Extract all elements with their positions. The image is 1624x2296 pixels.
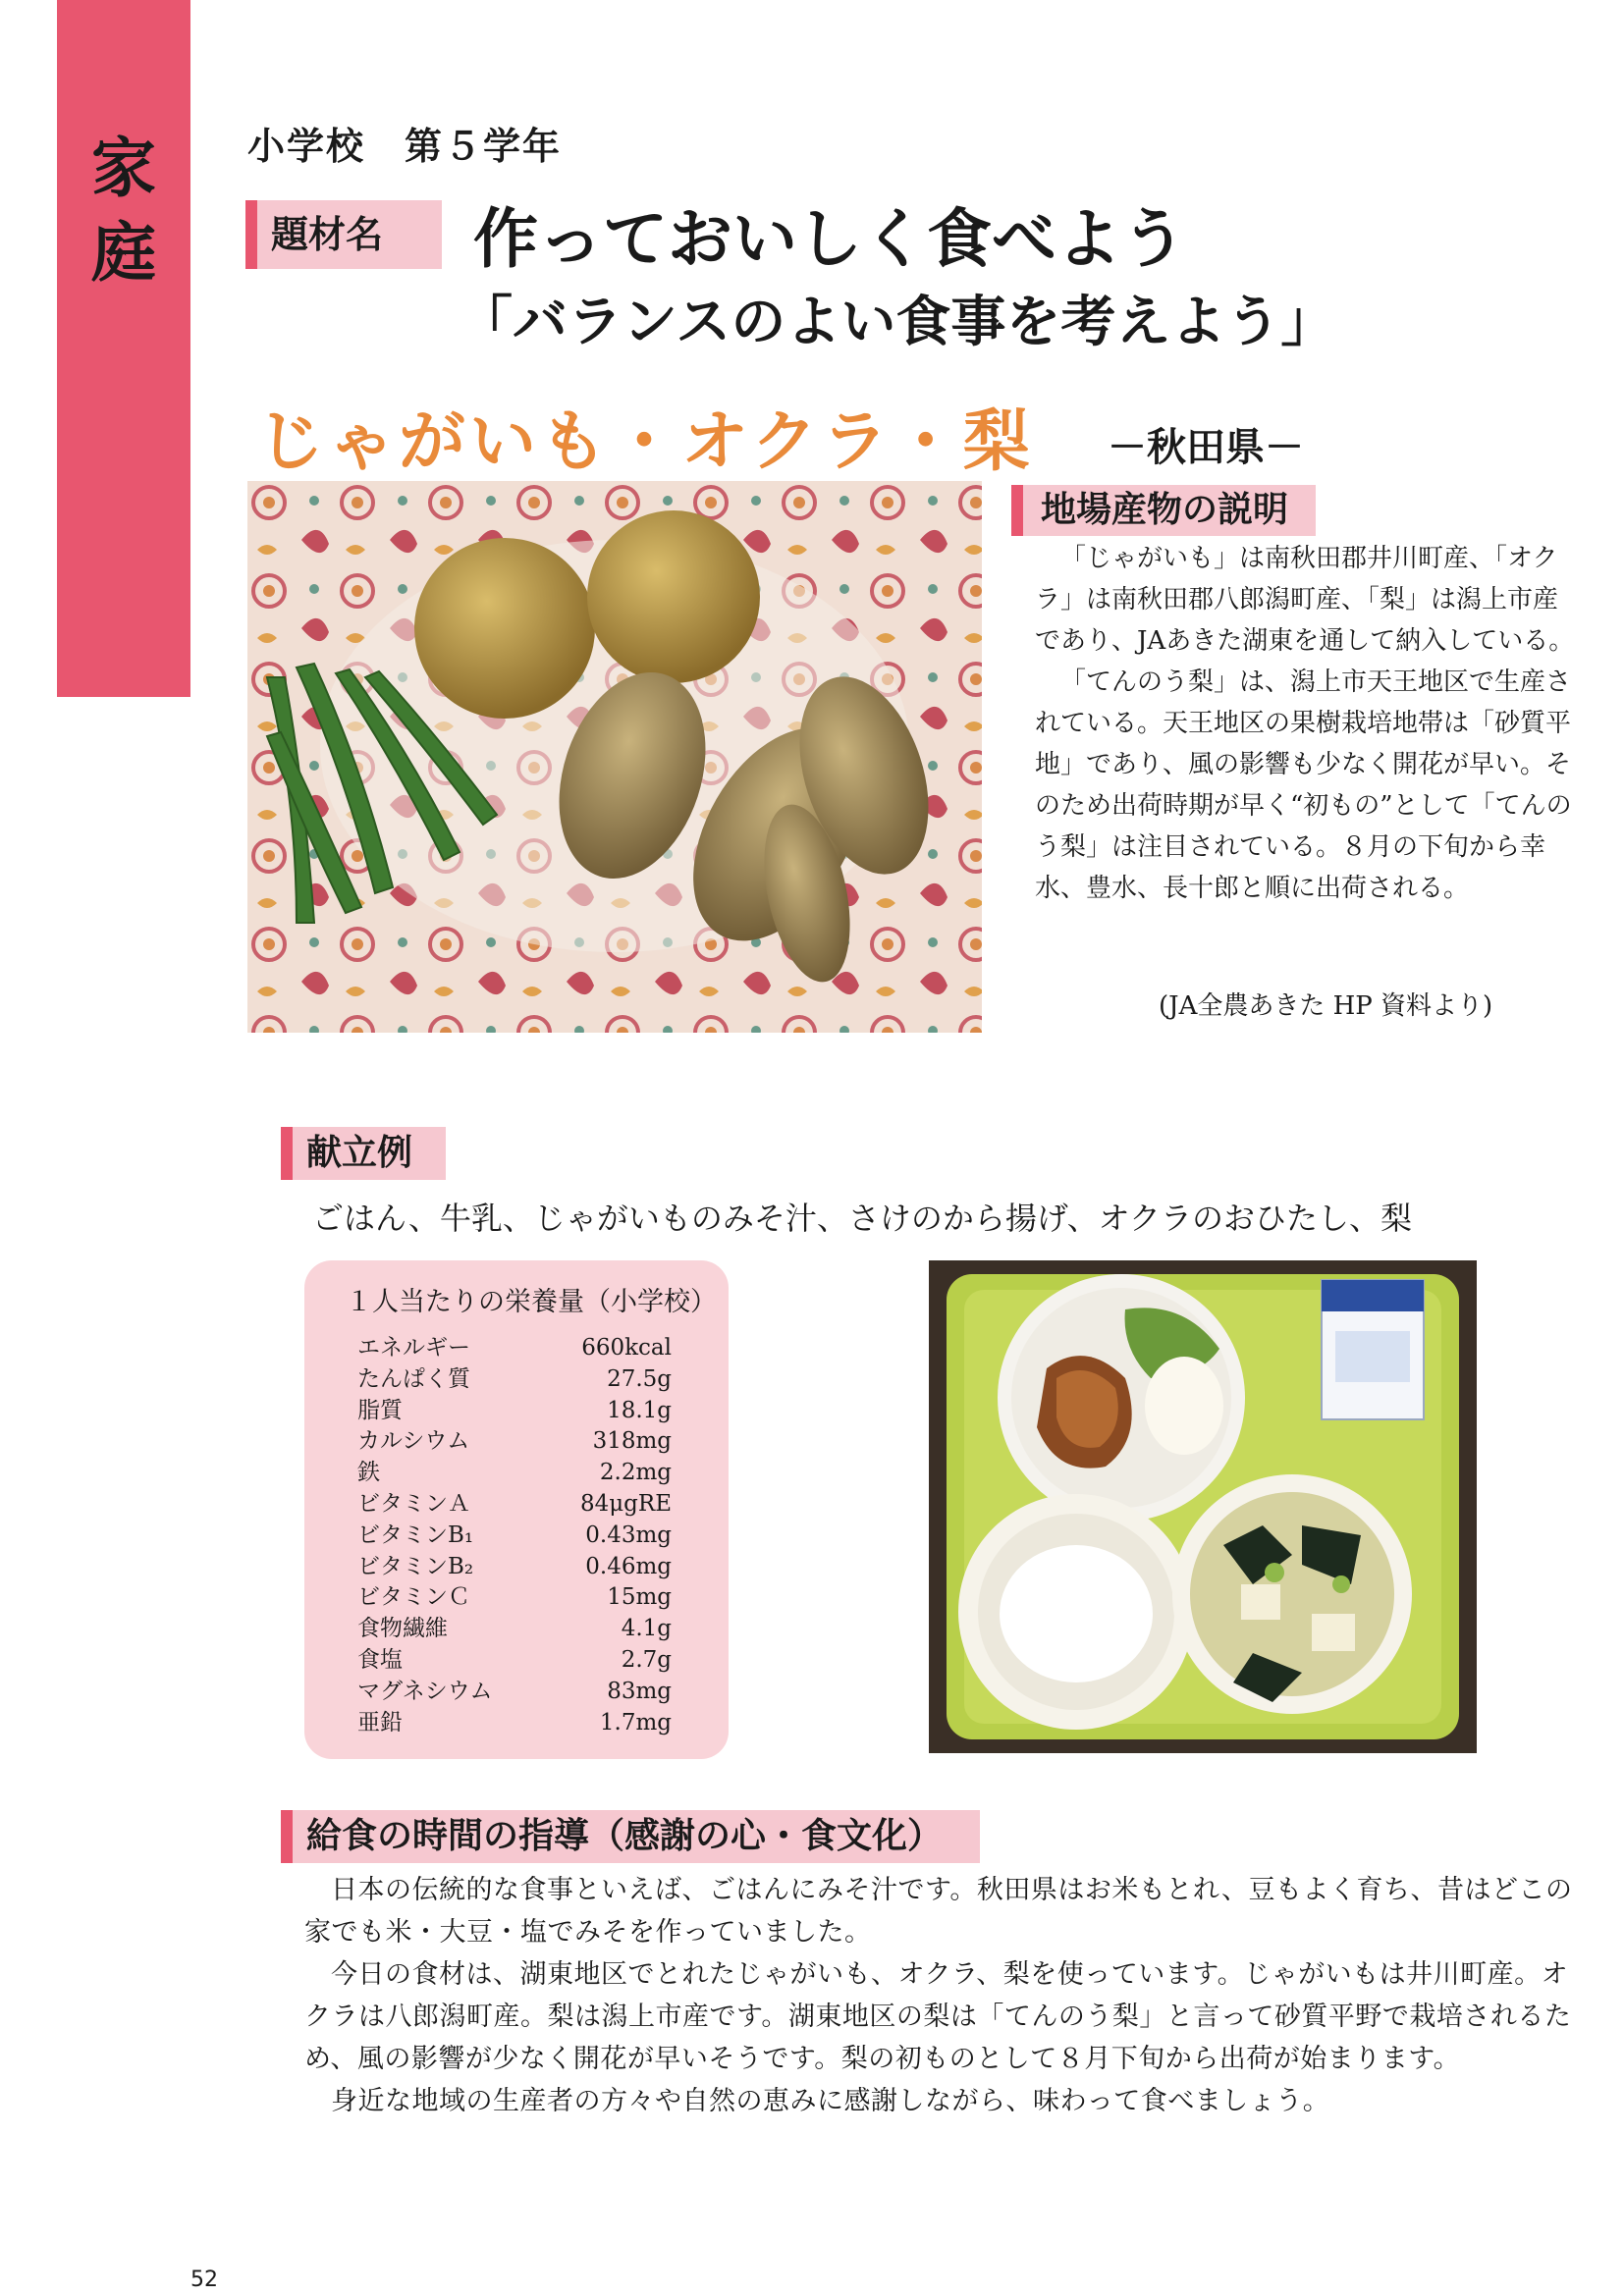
nutrient-value: 27.5g bbox=[607, 1365, 672, 1392]
table-row bbox=[357, 1552, 672, 1583]
table-row bbox=[357, 1582, 672, 1614]
nutrient-name: 鉄 bbox=[357, 1460, 380, 1486]
nutrient-value: 660kcal bbox=[581, 1335, 672, 1361]
nutrition-title: １人当たりの栄養量（小学校） bbox=[346, 1287, 717, 1317]
nutrient-name: 亜鉛 bbox=[357, 1709, 403, 1735]
nutrient-name: ビタミンB₁ bbox=[357, 1522, 474, 1548]
description-source: (JA全農あきた HP 資料より) bbox=[1159, 991, 1493, 1021]
nutrient-name: エネルギー bbox=[357, 1335, 470, 1361]
table-row bbox=[357, 1364, 672, 1396]
nutrient-value: 0.46mg bbox=[585, 1553, 672, 1579]
nutrient-value: 84μgRE bbox=[579, 1490, 672, 1517]
table-row bbox=[357, 1426, 672, 1458]
nutrient-value: 2.7g bbox=[621, 1646, 672, 1673]
nutrient-name: 脂質 bbox=[357, 1397, 403, 1423]
prefecture-name: －秋田県－ bbox=[1108, 424, 1304, 470]
nutrient-value: 2.2mg bbox=[599, 1460, 672, 1486]
table-row bbox=[357, 1677, 672, 1708]
page-number: 52 bbox=[190, 2268, 218, 2292]
guidance-paragraph: 今日の食材は、湖東地区でとれたじゃがいも、オクラ、梨を使っています。じゃがいもは井川町産。オクラは八郎潟町産。梨は潟上市産です。湖東地区の梨は「てんのう梨」と言って砂質平野で栽培されるため、風の影響が少なく開花が早いそうです。梨の初ものとして８月下旬から出荷が始まります。 bbox=[304, 1959, 1572, 2074]
menu-label: 献立例 bbox=[281, 1127, 446, 1180]
nutrient-value: 83mg bbox=[607, 1678, 672, 1704]
guidance-label: 給食の時間の指導（感謝の心・食文化） bbox=[281, 1810, 980, 1863]
nutrient-name: 食塩 bbox=[357, 1646, 403, 1673]
grade-line: 小学校 第５学年 bbox=[247, 125, 563, 168]
nutrient-name: ビタミンB₂ bbox=[357, 1553, 474, 1579]
nutrient-name: ビタミンＡ bbox=[357, 1490, 470, 1517]
table-row bbox=[357, 1333, 672, 1364]
nutrient-value: 0.43mg bbox=[585, 1522, 672, 1548]
nutrient-name: ビタミンＣ bbox=[357, 1584, 470, 1611]
page-title: 作っておいしく食べよう bbox=[473, 200, 1186, 277]
description-paragraph: 「じゃがいも」は南秋田郡井川町産、「オクラ」は南秋田郡八郎潟町産、「梨」は潟上市産であり、JAあきた湖東を通して納入している。 bbox=[1035, 544, 1575, 656]
products-title: じゃがいも・オクラ・梨 bbox=[257, 403, 1034, 481]
table-row bbox=[357, 1614, 672, 1645]
lunch-photo bbox=[929, 1260, 1477, 1753]
nutrient-value: 15mg bbox=[607, 1584, 672, 1611]
nutrient-name: たんぱく質 bbox=[357, 1365, 470, 1392]
table-row bbox=[357, 1521, 672, 1552]
subject-char-2: 庭 bbox=[91, 214, 156, 291]
nutrient-value: 4.1g bbox=[621, 1616, 672, 1642]
guidance-paragraph: 日本の伝統的な食事といえば、ごはんにみそ汁です。秋田県はお米もとれ、豆もよく育ち、昔はどこの家でも米・大豆・塩でみそを作っていました。 bbox=[304, 1875, 1573, 1948]
guidance-body bbox=[304, 1869, 1577, 2122]
description-body bbox=[1035, 538, 1575, 909]
table-row bbox=[357, 1396, 672, 1427]
nutrient-value: 318mg bbox=[592, 1428, 672, 1455]
guidance-paragraph: 身近な地域の生産者の方々や自然の恵みに感謝しながら、味わって食べましょう。 bbox=[331, 2086, 1330, 2116]
menu-text: ごはん、牛乳、じゃがいものみそ汁、さけのから揚げ、オクラのおひたし、梨 bbox=[312, 1200, 1413, 1237]
page-subtitle: 「バランスのよい食事を考えよう」 bbox=[458, 290, 1336, 354]
description-label: 地場産物の説明 bbox=[1011, 485, 1316, 536]
subject-tab bbox=[57, 0, 190, 697]
nutrient-value: 1.7mg bbox=[599, 1709, 672, 1735]
table-row bbox=[357, 1489, 672, 1521]
table-row bbox=[357, 1458, 672, 1489]
subject-char-1: 家 bbox=[91, 130, 156, 206]
nutrient-value: 18.1g bbox=[607, 1397, 672, 1423]
nutrition-table bbox=[357, 1333, 672, 1738]
nutrient-name: 食物繊維 bbox=[357, 1616, 448, 1642]
table-row bbox=[357, 1645, 672, 1677]
description-paragraph: 「てんのう梨」は、潟上市天王地区で生産されている。天王地区の果樹栽培地帯は「砂質平地」であり、風の影響も少なく開花が早い。そのため出荷時期が早く“初もの”として「てんのう梨」は注目されている。８月の下旬から幸水、豊水、長十郎と順に出荷される。 bbox=[1035, 667, 1572, 903]
nutrient-name: カルシウム bbox=[357, 1428, 470, 1455]
nutrient-name: マグネシウム bbox=[357, 1678, 493, 1704]
produce-photo bbox=[247, 481, 982, 1033]
table-row bbox=[357, 1708, 672, 1739]
theme-label: 題材名 bbox=[245, 200, 442, 269]
